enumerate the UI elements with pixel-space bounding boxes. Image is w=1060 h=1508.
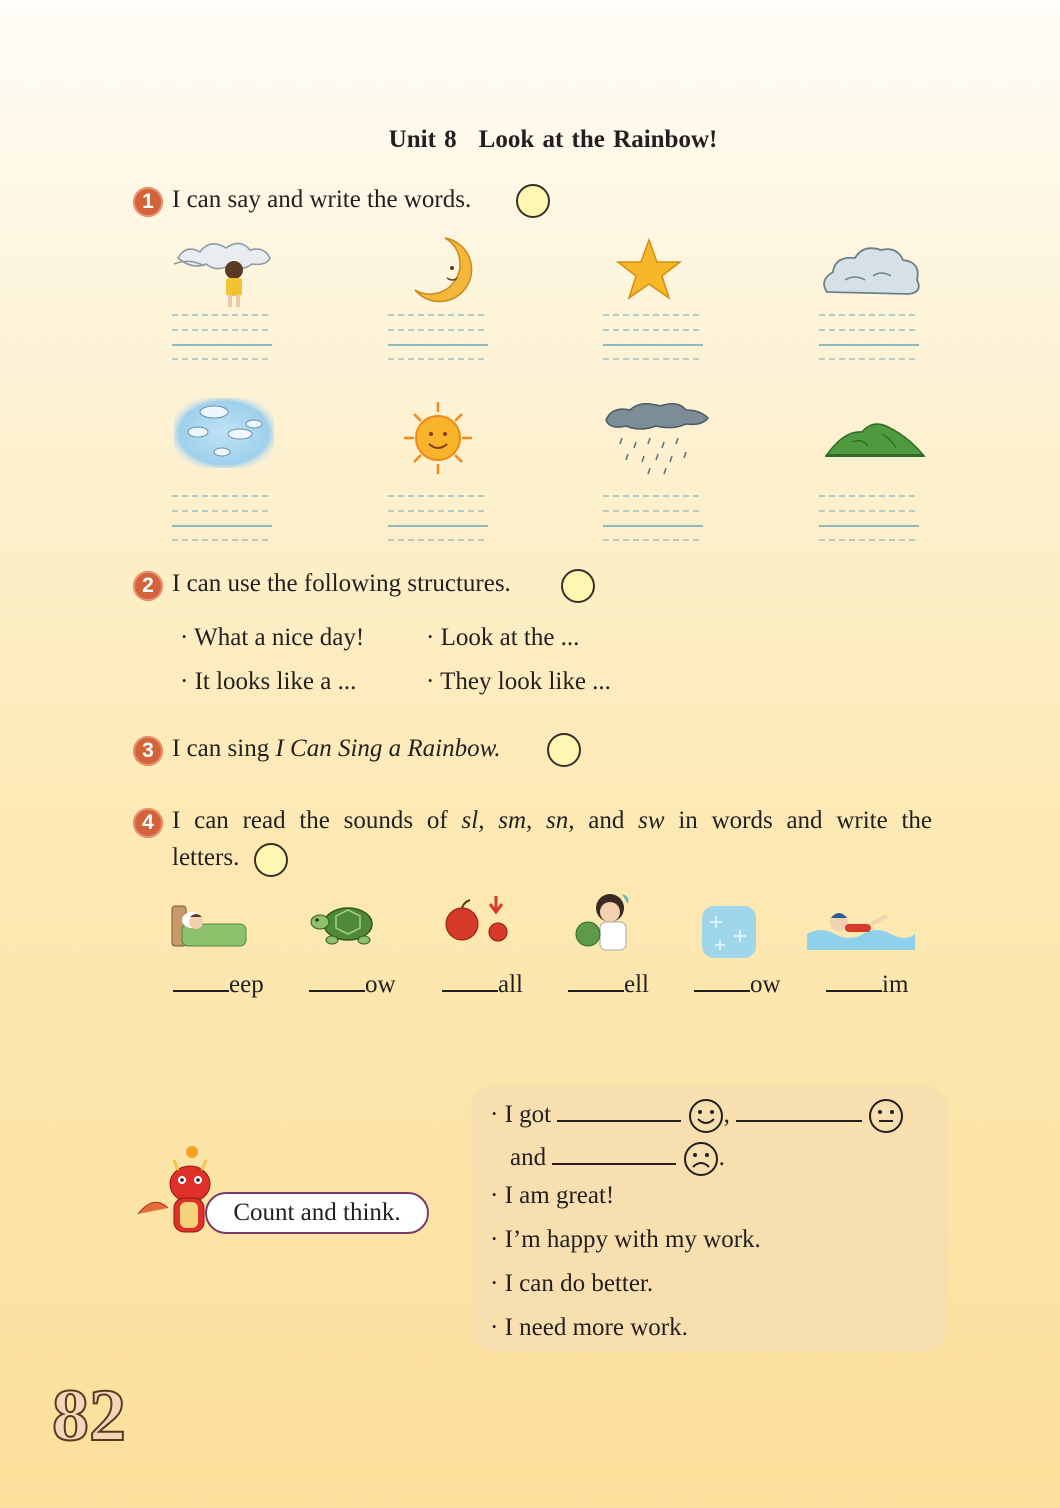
eval-item: · I am great! — [490, 1182, 615, 1209]
snow-picture — [700, 904, 758, 960]
eval-line-and: and . — [510, 1141, 725, 1177]
structure-item: · They look like ... — [426, 668, 611, 695]
sky-picture — [170, 396, 280, 476]
neutral-count-blank[interactable] — [736, 1098, 862, 1122]
star-picture — [594, 232, 704, 312]
writing-lines[interactable] — [172, 312, 272, 362]
wind-picture — [170, 228, 280, 308]
section-4-segment: sl, sm, sn, — [461, 807, 575, 834]
unit-name: Look at the Rainbow! — [478, 126, 718, 153]
eval-item: · I need more work. — [490, 1314, 688, 1341]
sleep-picture — [170, 898, 250, 954]
self-check-circle-2[interactable] — [561, 569, 595, 603]
page-number — [50, 1376, 146, 1448]
section-number-3: 3 — [133, 736, 163, 766]
swim-picture — [805, 902, 917, 956]
section-number-4: 4 — [133, 808, 163, 838]
count-and-think-bubble: Count and think. — [205, 1192, 429, 1234]
mountain-picture — [822, 410, 932, 490]
writing-lines[interactable] — [819, 493, 919, 543]
moon-picture — [385, 232, 495, 312]
writing-lines[interactable] — [603, 493, 703, 543]
section-4-segment: in words and write the — [664, 807, 933, 834]
structure-item: · It looks like a ... — [180, 668, 357, 695]
phonics-blank[interactable]: eep — [173, 968, 264, 999]
eval-item: · I’m happy with my work. — [490, 1226, 761, 1253]
page-title — [0, 126, 1060, 154]
phonics-blank[interactable]: im — [826, 968, 908, 999]
section-4-segment: I can read the sounds of — [172, 807, 462, 834]
sun-picture — [383, 398, 493, 478]
cloud-picture — [815, 232, 925, 312]
section-4-text-cont: letters. — [172, 844, 240, 871]
section-4-segment: sw — [638, 807, 665, 834]
sad-face-icon — [683, 1141, 719, 1177]
phonics-blank[interactable]: all — [442, 968, 523, 999]
unit-label: Unit 8 — [388, 126, 457, 153]
structure-item: · What a nice day! — [180, 624, 365, 651]
writing-lines[interactable] — [819, 312, 919, 362]
section-2-text: I can use the following structures. — [172, 570, 511, 597]
rain-picture — [600, 398, 710, 478]
section-number-2: 2 — [133, 571, 163, 601]
writing-lines[interactable] — [603, 312, 703, 362]
section-4-segment: and — [574, 807, 639, 834]
phonics-blank[interactable]: ell — [568, 968, 649, 999]
structure-item: · Look at the ... — [426, 624, 580, 651]
section-number-1: 1 — [133, 187, 163, 217]
happy-count-blank[interactable] — [557, 1098, 681, 1122]
section-1-text: I can say and write the words. — [172, 186, 472, 213]
section-3-text: I can sing I Can Sing a Rainbow. — [172, 735, 501, 762]
section-4-text — [172, 807, 932, 835]
happy-face-icon — [688, 1098, 724, 1134]
turtle-slow-picture — [306, 896, 386, 952]
phonics-blank[interactable]: ow — [309, 968, 396, 999]
phonics-blank[interactable]: ow — [694, 968, 781, 999]
eval-line-got: · I got , — [490, 1098, 904, 1134]
page-number-text: 82 — [52, 1376, 126, 1448]
self-check-circle-1[interactable] — [516, 184, 550, 218]
small-apple-picture — [442, 892, 516, 948]
neutral-face-icon — [868, 1098, 904, 1134]
eval-item: · I can do better. — [490, 1270, 654, 1297]
writing-lines[interactable] — [172, 493, 272, 543]
self-check-circle-3[interactable] — [547, 733, 581, 767]
writing-lines[interactable] — [388, 493, 488, 543]
smell-picture — [572, 886, 642, 954]
writing-lines[interactable] — [388, 312, 488, 362]
sad-count-blank[interactable] — [552, 1141, 676, 1165]
self-check-circle-4[interactable] — [254, 843, 288, 877]
